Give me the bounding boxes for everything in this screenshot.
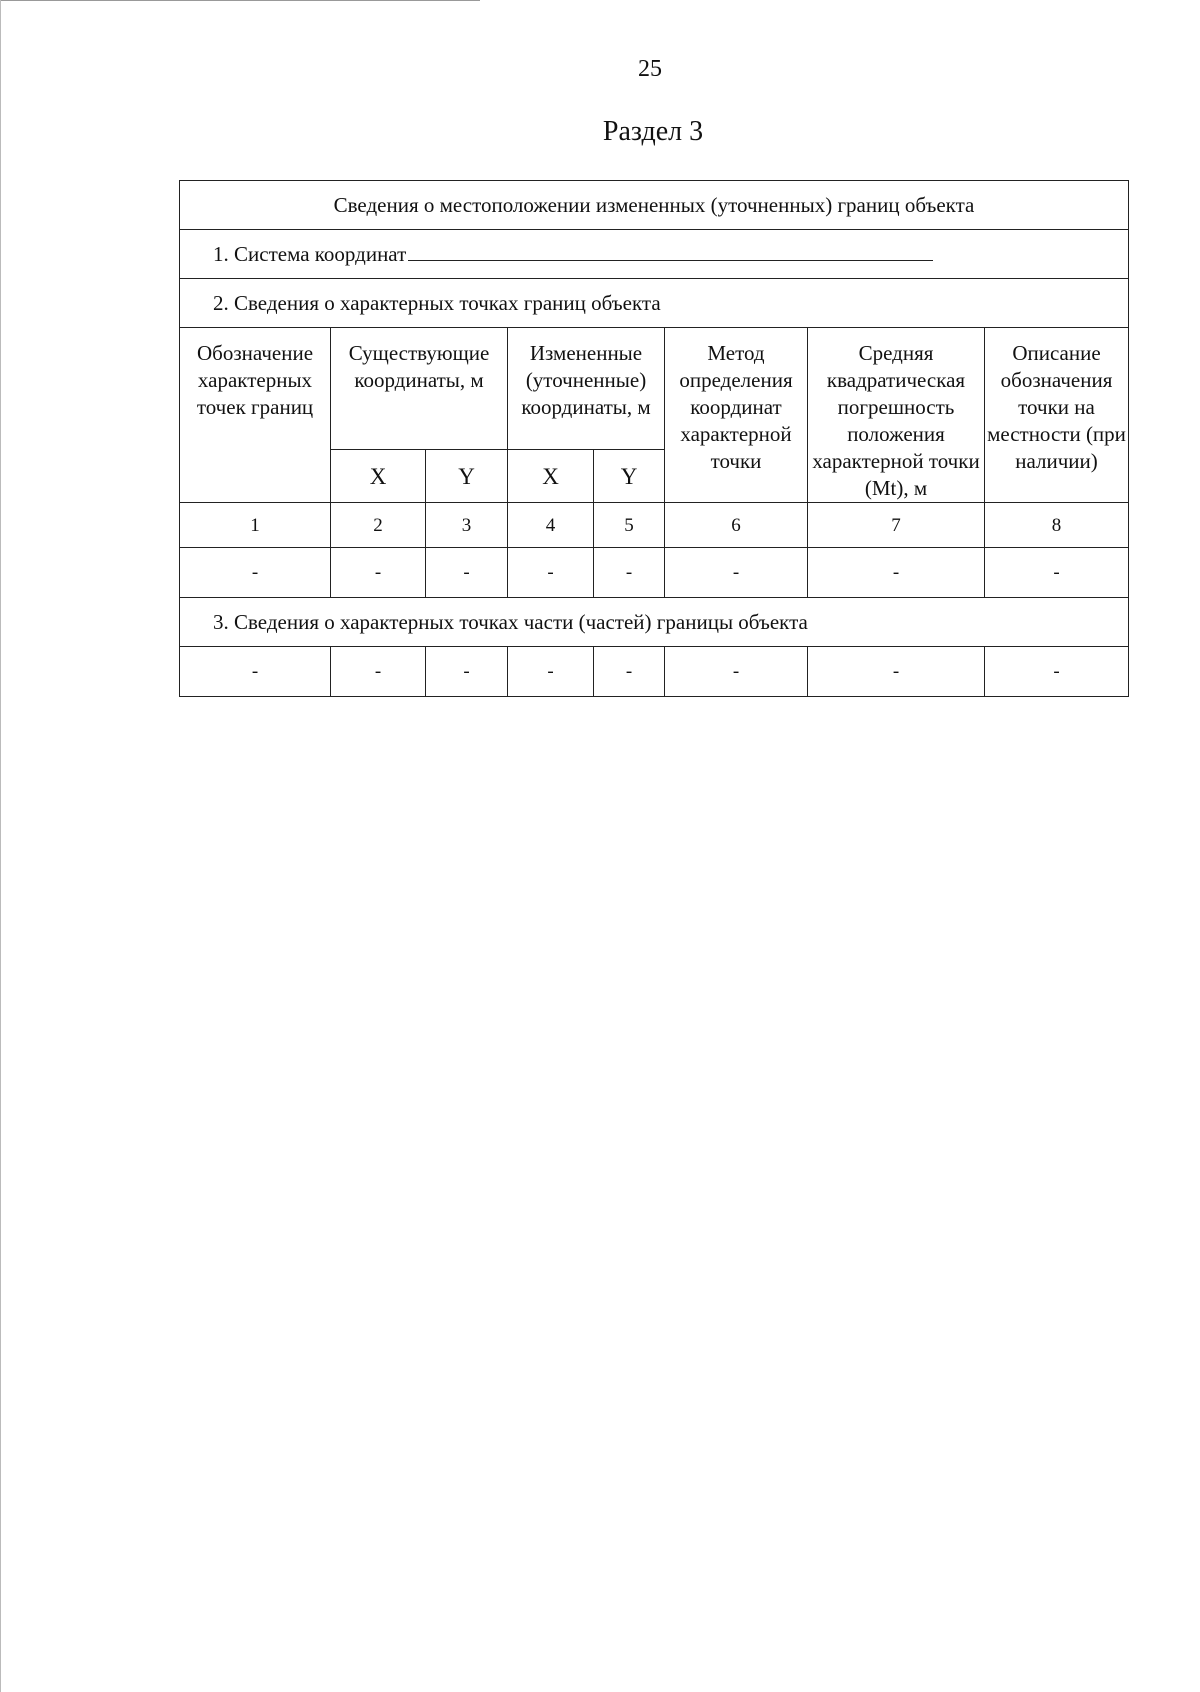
coordinate-system-label: 1. Система координат <box>213 242 407 266</box>
table-cell: - <box>426 647 508 697</box>
column-number: 6 <box>665 503 808 548</box>
header-existing-y: Y <box>426 450 508 503</box>
header-row <box>180 328 1129 450</box>
parts-section-row <box>180 598 1129 647</box>
header-description: Описание обозначения точки на местности (при наличии) <box>985 328 1129 503</box>
points-section-label: 2. Сведения о характерных точках границ объекта <box>180 279 1129 328</box>
table-cell: - <box>331 548 426 598</box>
coordinate-system-row <box>180 230 1129 279</box>
scan-top-edge-line <box>0 0 480 1</box>
header-method: Метод определения координат характерной точки <box>665 328 808 503</box>
header-changed-y: Y <box>594 450 665 503</box>
coordinate-system-blank-line <box>408 240 933 261</box>
column-number: 8 <box>985 503 1129 548</box>
section-title: Раздел 3 <box>602 116 704 147</box>
table-cell: - <box>808 548 985 598</box>
column-number: 1 <box>180 503 331 548</box>
header-point-designation: Обозначение характерных точек границ <box>180 328 331 503</box>
page-number: 25 <box>638 56 662 82</box>
column-number: 5 <box>594 503 665 548</box>
column-number: 4 <box>508 503 594 548</box>
column-number: 2 <box>331 503 426 548</box>
header-changed-x: X <box>508 450 594 503</box>
table-cell: - <box>985 647 1129 697</box>
table-cell: - <box>331 647 426 697</box>
boundary-points-table <box>179 180 1129 697</box>
table-cell: - <box>426 548 508 598</box>
column-number: 3 <box>426 503 508 548</box>
column-number-row <box>180 503 1129 548</box>
table-caption: Сведения о местоположении измененных (уточненных) границ объекта <box>180 181 1129 230</box>
header-changed-coords: Измененные (уточненные) координаты, м <box>508 328 665 450</box>
table-cell: - <box>665 548 808 598</box>
coordinate-system-cell <box>180 230 1129 279</box>
scan-left-edge-line <box>0 0 1 1692</box>
table-cell: - <box>665 647 808 697</box>
parts-section-label: 3. Сведения о характерных точках части (частей) границы объекта <box>180 598 1129 647</box>
header-mean-error: Средняя квадратическая погрешность положения характерной точки (Mt), м <box>808 328 985 503</box>
table-cell: - <box>985 548 1129 598</box>
header-existing-coords: Существующие координаты, м <box>331 328 508 450</box>
points-section-row <box>180 279 1129 328</box>
parts-data-row <box>180 647 1129 697</box>
table-caption-row <box>180 181 1129 230</box>
table-cell: - <box>508 647 594 697</box>
table-cell: - <box>180 548 331 598</box>
table-cell: - <box>508 548 594 598</box>
table-cell: - <box>594 647 665 697</box>
table-cell: - <box>808 647 985 697</box>
column-number: 7 <box>808 503 985 548</box>
header-existing-x: X <box>331 450 426 503</box>
points-data-row <box>180 548 1129 598</box>
table-cell: - <box>180 647 331 697</box>
table-cell: - <box>594 548 665 598</box>
